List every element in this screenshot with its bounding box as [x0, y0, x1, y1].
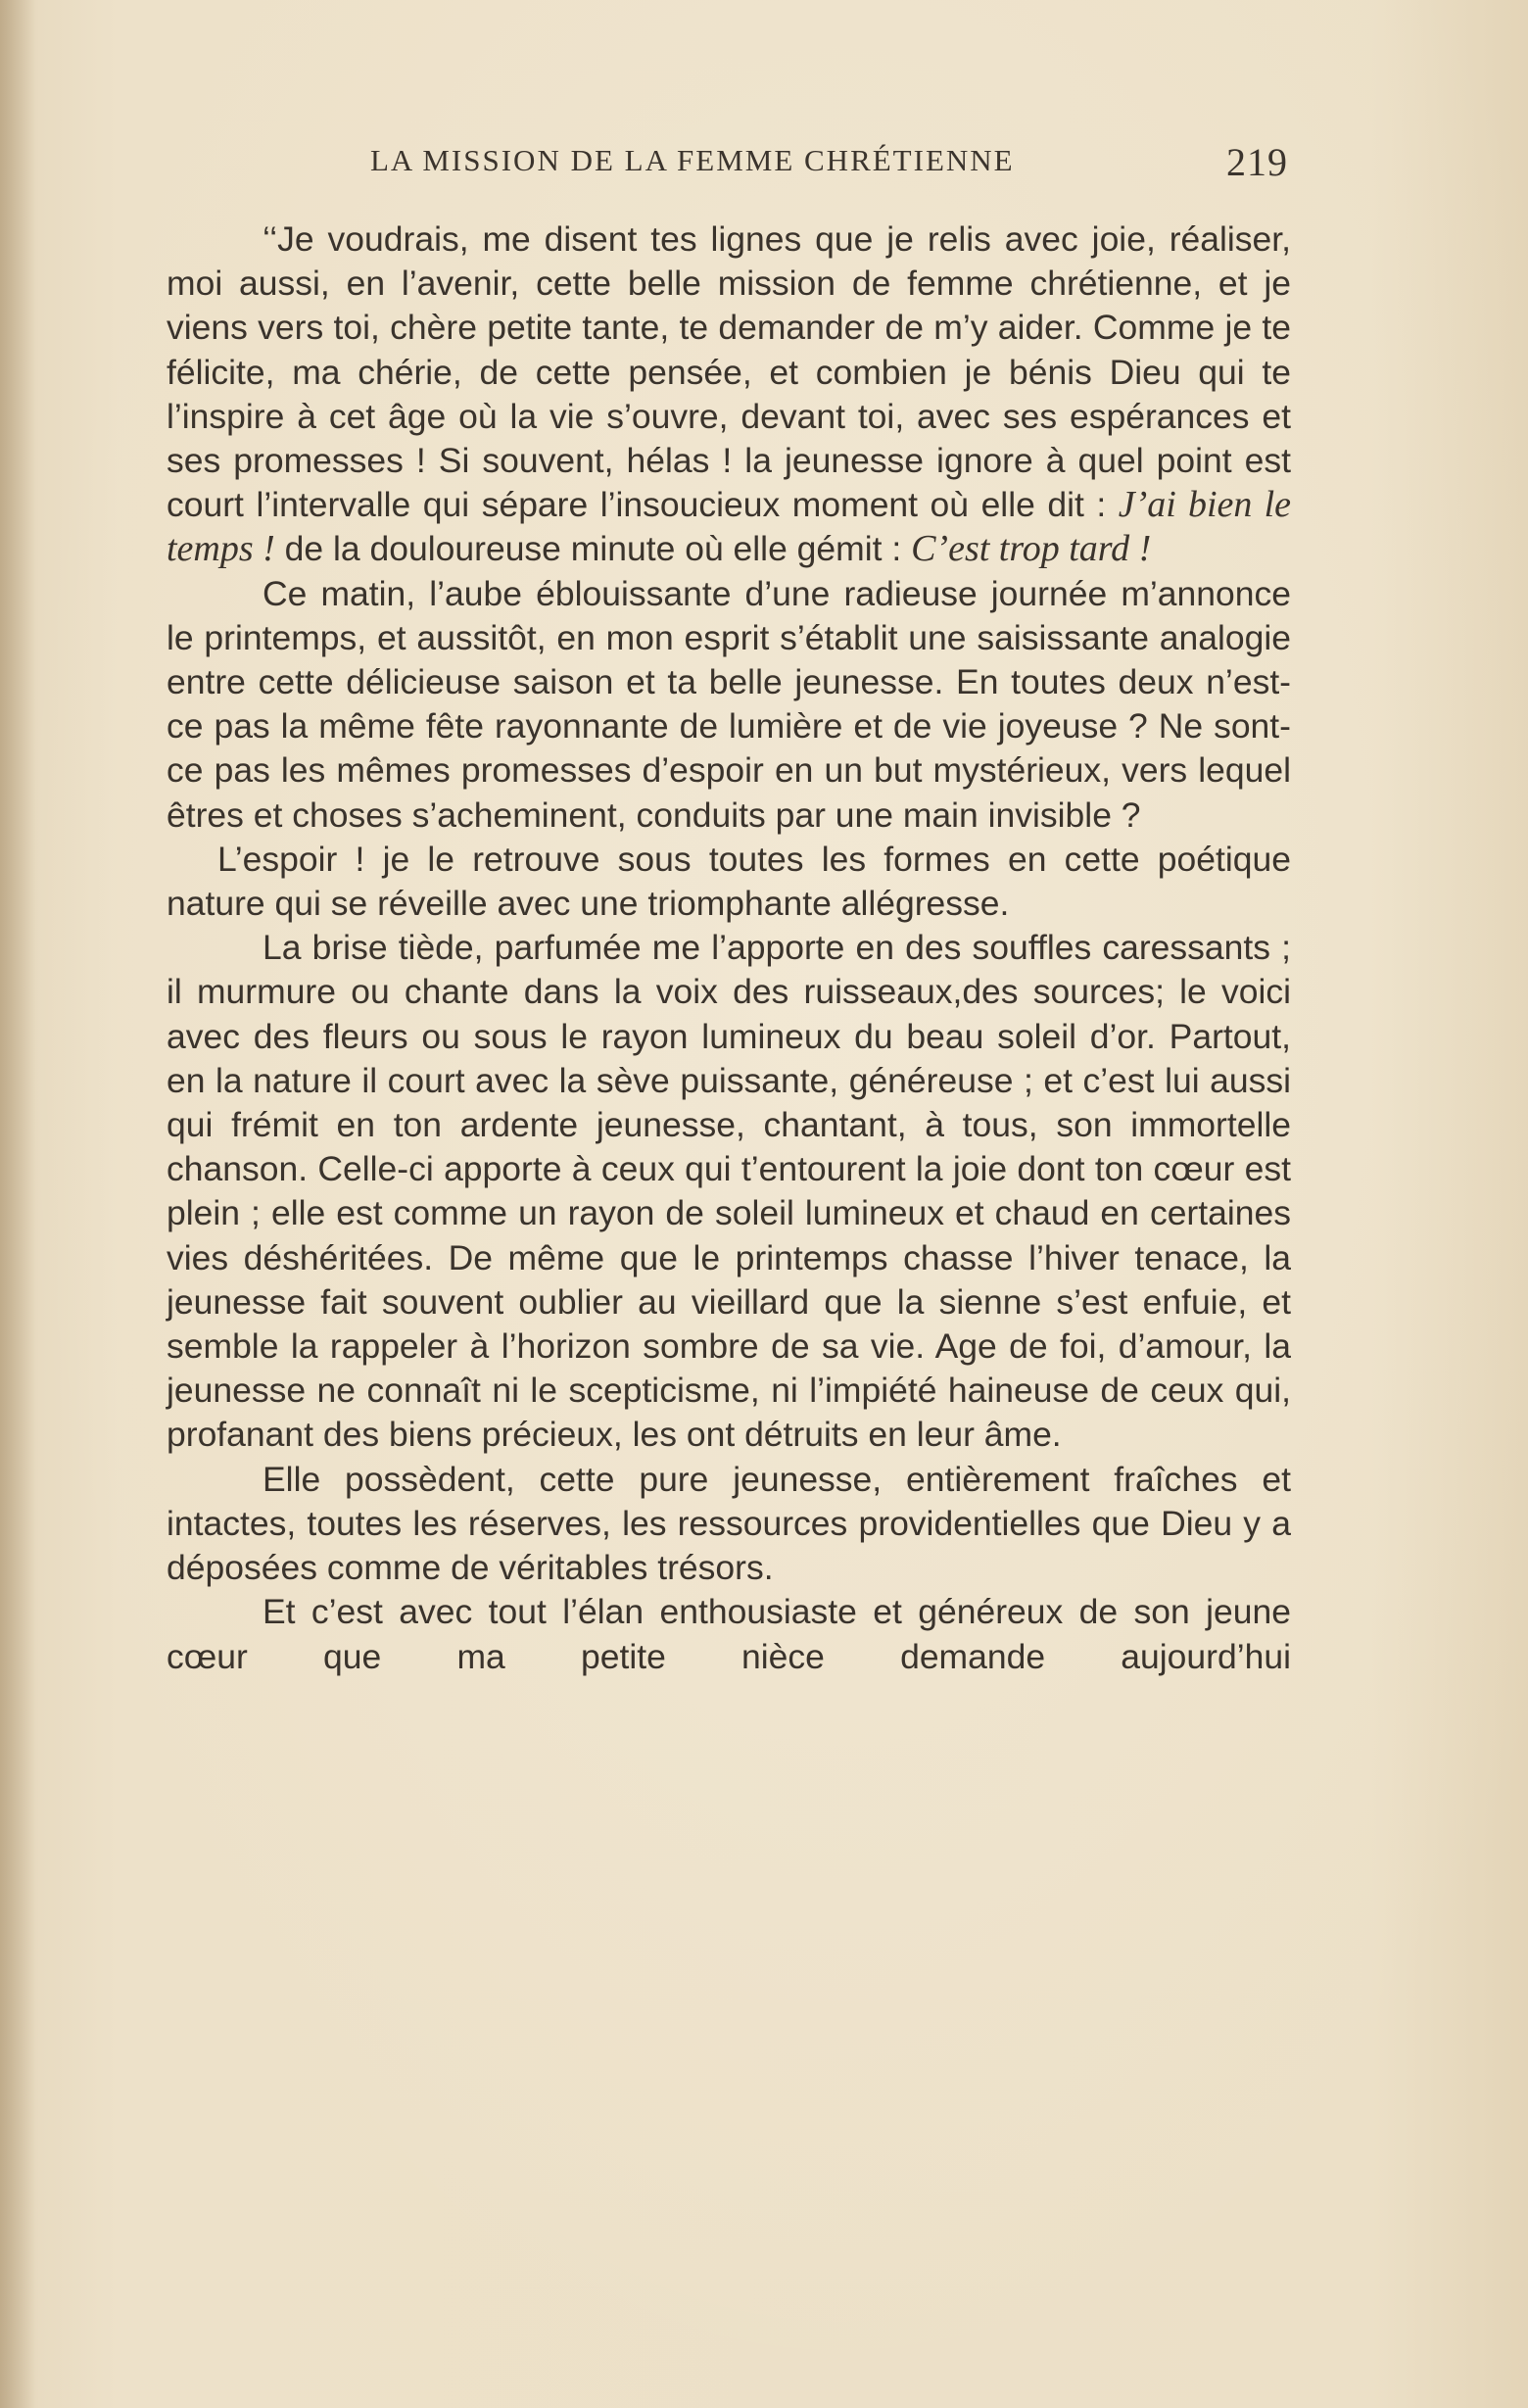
paragraph-1	[167, 217, 1291, 572]
running-title: LA MISSION DE LA FEMME CHRÉTIENNE	[370, 143, 1015, 177]
page-number: 219	[1226, 140, 1288, 184]
paragraph-1-text-a: ‘‘Je voudrais, me disent tes lignes que je relis avec joie, réaliser, moi aussi, en l’avenir, cette belle mission de femme chrétienne, et je viens vers toi, chère petite tante, te demander de m’y aider. Comme je te félicite, ma chérie, de cette pensée, et combien je bénis Dieu qui te l’inspire à cet âge où la vie s’ouvre, devant toi, avec ses espérances et ses promesses ! Si souvent, hélas ! la jeunesse ignore à quel point est court l’intervalle qui sépare l’insoucieux moment où elle dit :	[167, 219, 1291, 525]
paragraph-1-text-b: de la douloureuse minute où elle gémit :	[274, 529, 912, 569]
italic-jai-bien-le-temps: J’ai bien le temps !	[167, 484, 1291, 570]
paragraph-4: La brise tiède, parfumée me l’apporte en des souffles caressants ; il murmure ou chante dans la voix des ruisseaux,des sources; le voici avec des fleurs ou sous le rayon lumineux du beau soleil d’or. Partout, en la nature il court avec la sève puissante, généreuse ; et c’est lui aussi qui frémit en ton ardente jeunesse, chantant, à tous, son immortelle chanson. Celle-ci apporte à ceux qui t’entourent la joie dont ton cœur est plein ; elle est comme un rayon de soleil lumineux et chaud en certaines vies déshéritées. De même que le printemps chasse l’hiver tenace, la jeunesse fait souvent oublier au vieillard que la sienne s’est enfuie, et semble la rappeler à l’horizon sombre de sa vie. Age de foi, d’amour, la jeunesse ne connaît ni le scepticisme, ni l’impiété haineuse de ceux qui, profanant des biens précieux, les ont détruits en leur âme.	[167, 928, 1291, 1455]
paragraph-2: Ce matin, l’aube éblouissante d’une radieuse journée m’annonce le printemps, et aussitôt, en mon esprit s’établit une saisissante analogie entre cette délicieuse saison et ta belle jeunesse. En toutes deux n’est-ce pas la même fête rayonnante de lumière et de vie joyeuse ? Ne sont-ce pas les mêmes promesses d’espoir en un but mystérieux, vers lequel êtres et choses s’acheminent, conduits par une main invisible ?	[167, 573, 1291, 835]
paragraph-3: L’espoir ! je le retrouve sous toutes les formes en cette poétique nature qui se réveille avec une triomphante allégresse.	[167, 839, 1291, 924]
italic-cest-trop-tard: C’est trop tard !	[911, 528, 1152, 570]
page-gutter-shadow	[0, 0, 35, 2408]
paragraph-5: Elle possèdent, cette pure jeunesse, entièrement fraîches et intactes, toutes les réserves, les ressources providentielles que Dieu y a déposées comme de véritables trésors.	[167, 1459, 1291, 1588]
body-text	[167, 217, 1291, 1679]
paragraph-6: Et c’est avec tout l’élan enthousiaste et généreux de son jeune cœur que ma petite nièce demande aujourd’hui	[167, 1592, 1291, 1676]
